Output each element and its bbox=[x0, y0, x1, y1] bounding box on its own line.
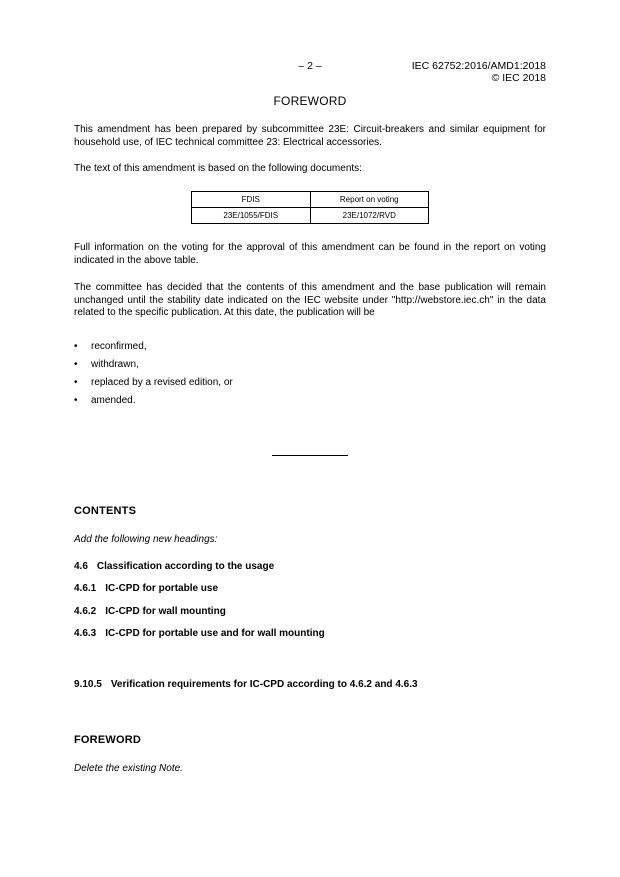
toc-number: 4.6.2 bbox=[74, 606, 97, 617]
table-header-row bbox=[192, 192, 429, 208]
list-item: • amended. bbox=[74, 395, 136, 406]
toc-entry-4-6-3 bbox=[74, 628, 325, 639]
toc-entry-4-6-2 bbox=[74, 606, 226, 617]
toc-number: 4.6.1 bbox=[74, 583, 97, 594]
foreword-title: FOREWORD bbox=[273, 94, 347, 108]
contents-heading: CONTENTS bbox=[74, 505, 137, 517]
section-separator bbox=[272, 455, 348, 456]
publication-options-list bbox=[74, 341, 374, 413]
foreword-amend-heading: FOREWORD bbox=[74, 734, 141, 746]
foreword-paragraph-4: The committee has decided that the contents of this amendment and the base publication will remain unchanged until the stability date indicated on the IEC website under "http://webstore.iec.ch" in the data related to the specific publication. At this date, the publication will be bbox=[74, 282, 546, 318]
contents-instruction: Add the following new headings: bbox=[74, 534, 218, 545]
bullet-icon: • bbox=[74, 359, 78, 370]
documents-table bbox=[191, 191, 429, 224]
document-reference-block bbox=[412, 60, 546, 84]
document-reference: IEC 62752:2016/AMD1:2018 bbox=[411, 60, 546, 72]
table-header-report: Report on voting bbox=[310, 192, 429, 208]
toc-entry-9-10-5 bbox=[74, 679, 418, 690]
toc-title: IC-CPD for portable use and for wall mounting bbox=[105, 628, 325, 639]
toc-entry-4-6 bbox=[74, 561, 274, 572]
foreword-paragraph-3: Full information on the voting for the approval of this amendment can be found in the report on voting indicated in the above table. bbox=[74, 242, 546, 266]
toc-title: IC-CPD for wall mounting bbox=[105, 606, 226, 617]
toc-number: 4.6 bbox=[74, 561, 88, 572]
toc-number: 9.10.5 bbox=[74, 679, 102, 690]
table-row bbox=[192, 208, 429, 224]
bullet-icon: • bbox=[74, 341, 78, 352]
list-item: • replaced by a revised edition, or bbox=[74, 377, 233, 388]
foreword-amend-instruction: Delete the existing Note. bbox=[74, 763, 183, 774]
toc-title: Classification according to the usage bbox=[96, 561, 275, 572]
list-item: • withdrawn, bbox=[74, 359, 139, 370]
table-cell-rvd: 23E/1072/RVD bbox=[310, 208, 429, 224]
table-header-fdis: FDIS bbox=[192, 192, 311, 208]
list-item: • reconfirmed, bbox=[74, 341, 147, 352]
toc-title: Verification requirements for IC-CPD according to 4.6.2 and 4.6.3 bbox=[110, 679, 418, 690]
toc-entry-4-6-1 bbox=[74, 583, 218, 594]
toc-number: 4.6.3 bbox=[74, 628, 97, 639]
toc-title: IC-CPD for portable use bbox=[105, 583, 219, 594]
table-cell-fdis: 23E/1055/FDIS bbox=[192, 208, 311, 224]
foreword-paragraph-1: This amendment has been prepared by subcommittee 23E: Circuit-breakers and similar equipment for household use, of IEC technical committee 23: Electrical accessories. bbox=[74, 124, 546, 148]
page-number: – 2 – bbox=[298, 60, 322, 72]
foreword-paragraph-2: The text of this amendment is based on the following documents: bbox=[74, 163, 362, 174]
copyright-notice: © IEC 2018 bbox=[491, 72, 546, 84]
bullet-icon: • bbox=[74, 377, 78, 388]
bullet-icon: • bbox=[74, 395, 78, 406]
